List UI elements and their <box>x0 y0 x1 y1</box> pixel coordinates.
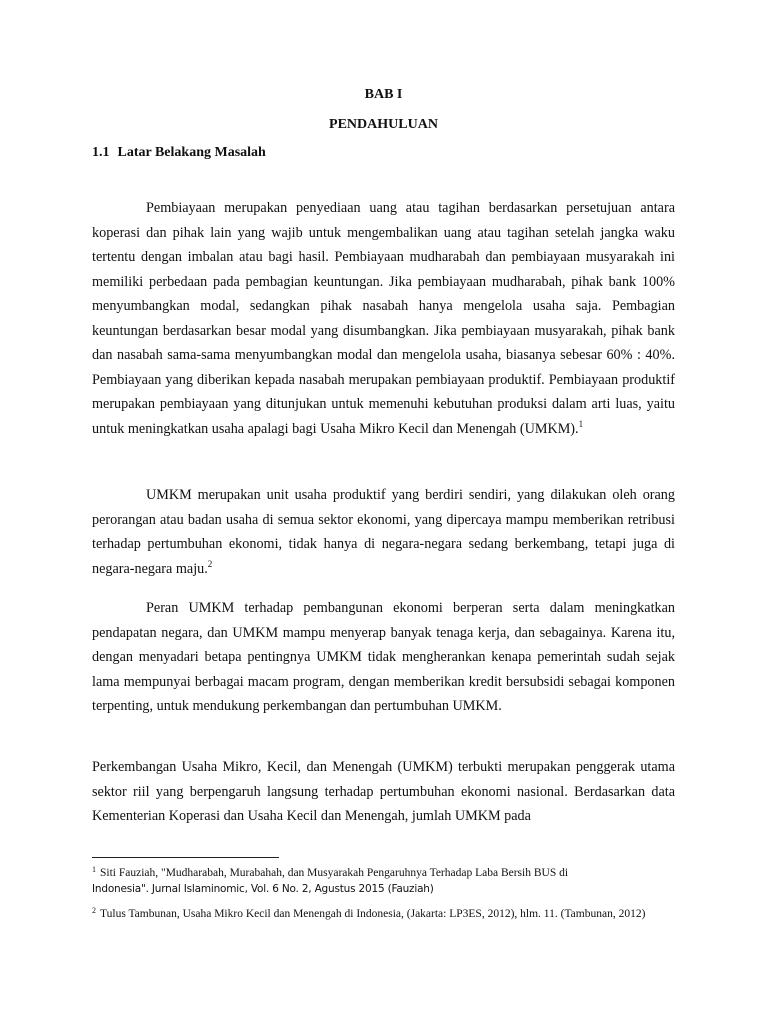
paragraph-text: UMKM merupakan unit usaha produktif yang berdiri sendiri, yang dilakukan oleh orang perorangan atau badan usaha di semua sektor ekonomi, yang dipercaya mampu memberikan retribusi terhadap pertumbuhan ekonomi, tidak hanya di negara-negara sedang berkembang, tetapi juga di negara-negara maju. <box>92 487 675 577</box>
paragraph <box>92 196 675 441</box>
footnote <box>92 906 675 922</box>
footnote-mark: 1 <box>92 865 96 874</box>
footnote-divider <box>92 857 279 858</box>
paragraph-text: Perkembangan Usaha Mikro, Kecil, dan Menengah (UMKM) terbukti merupakan penggerak utama sektor riil yang berpengaruh langsung terhadap pertumbuhan ekonomi nasional. Berdasarkan data Kementerian Koperasi dan Usaha Kecil dan Menengah, jumlah UMKM pada <box>92 759 675 824</box>
chapter-heading: BAB I <box>364 87 403 102</box>
footnote <box>92 865 675 897</box>
footnote-reference[interactable]: 1 <box>578 418 584 429</box>
footnote-text-continued: Indonesia". Jurnal Islaminomic, Vol. 6 No. 2, Agustus 2015 (Fauziah) <box>92 883 434 895</box>
chapter-title: PENDAHULUAN <box>329 117 438 132</box>
footnote-text: Siti Fauziah, "Mudharabah, Murabahah, dan Musyarakah Pengaruhnya Terhadap Laba Bersih BUS di <box>100 867 569 879</box>
paragraph-text: Pembiayaan merupakan penyediaan uang atau tagihan berdasarkan persetujuan antara koperasi dan pihak lain yang wajib untuk mengembalikan uang atau tagihan setelah jangka waku tertentu dengan imbalan atau bagi hasil. Pembiayaan mudharabah dan pembiayaan musyarakah ini memiliki perbedaan pada pembagian keuntungan. Jika pembiayaan mudharabah, pihak bank 100% menyumbangkan modal, sedangkan pihak nasabah hanya mengelola usaha saja. Pembagian keuntungan berdasarkan besar modal yang disumbangkan. Jika pembiayaan musyarakah, pihak bank dan nasabah sama-sama menyumbangkan modal dan mengelola usaha, biasanya sebesar 60% : 40%. Pembiayaan yang diberikan kepada nasabah merupakan pembiayaan produktif. Pembiayaan produktif merupakan pembiayaan yang ditunjukan untuk memenuhi kebutuhan produksi dalam arti luas, yaitu untuk meningkatkan usaha apalagi bagi Usaha Mikro Kecil dan Menengah (UMKM). <box>92 200 675 437</box>
paragraph <box>92 755 675 829</box>
section-title: Latar Belakang Masalah <box>117 145 266 160</box>
footnote-mark: 2 <box>92 906 96 915</box>
footnote-text: Tulus Tambunan, Usaha Mikro Kecil dan Menengah di Indonesia, (Jakarta: LP3ES, 2012), hlm. 11. (Tambunan, 2012) <box>100 908 646 920</box>
footnote-reference[interactable]: 2 <box>207 558 213 569</box>
section-number: 1.1 <box>92 145 110 160</box>
paragraph-text: Peran UMKM terhadap pembangunan ekonomi berperan serta dalam meningkatkan pendapatan negara, dan UMKM mampu menyerap banyak tenaga kerja, dan sebagainya. Karena itu, dengan menyadari betapa pentingnya UMKM tidak mengherankan kenapa pemerintah sudah sejak lama mempunyai berbagai macam program, dengan memberikan kredit bersubsidi sebagai komponen terpenting, untuk mendukung perkembangan dan pertumbuhan UMKM. <box>92 600 675 714</box>
document-page <box>92 0 675 1024</box>
paragraph <box>92 483 675 581</box>
paragraph <box>92 596 675 719</box>
section-heading <box>92 145 266 161</box>
